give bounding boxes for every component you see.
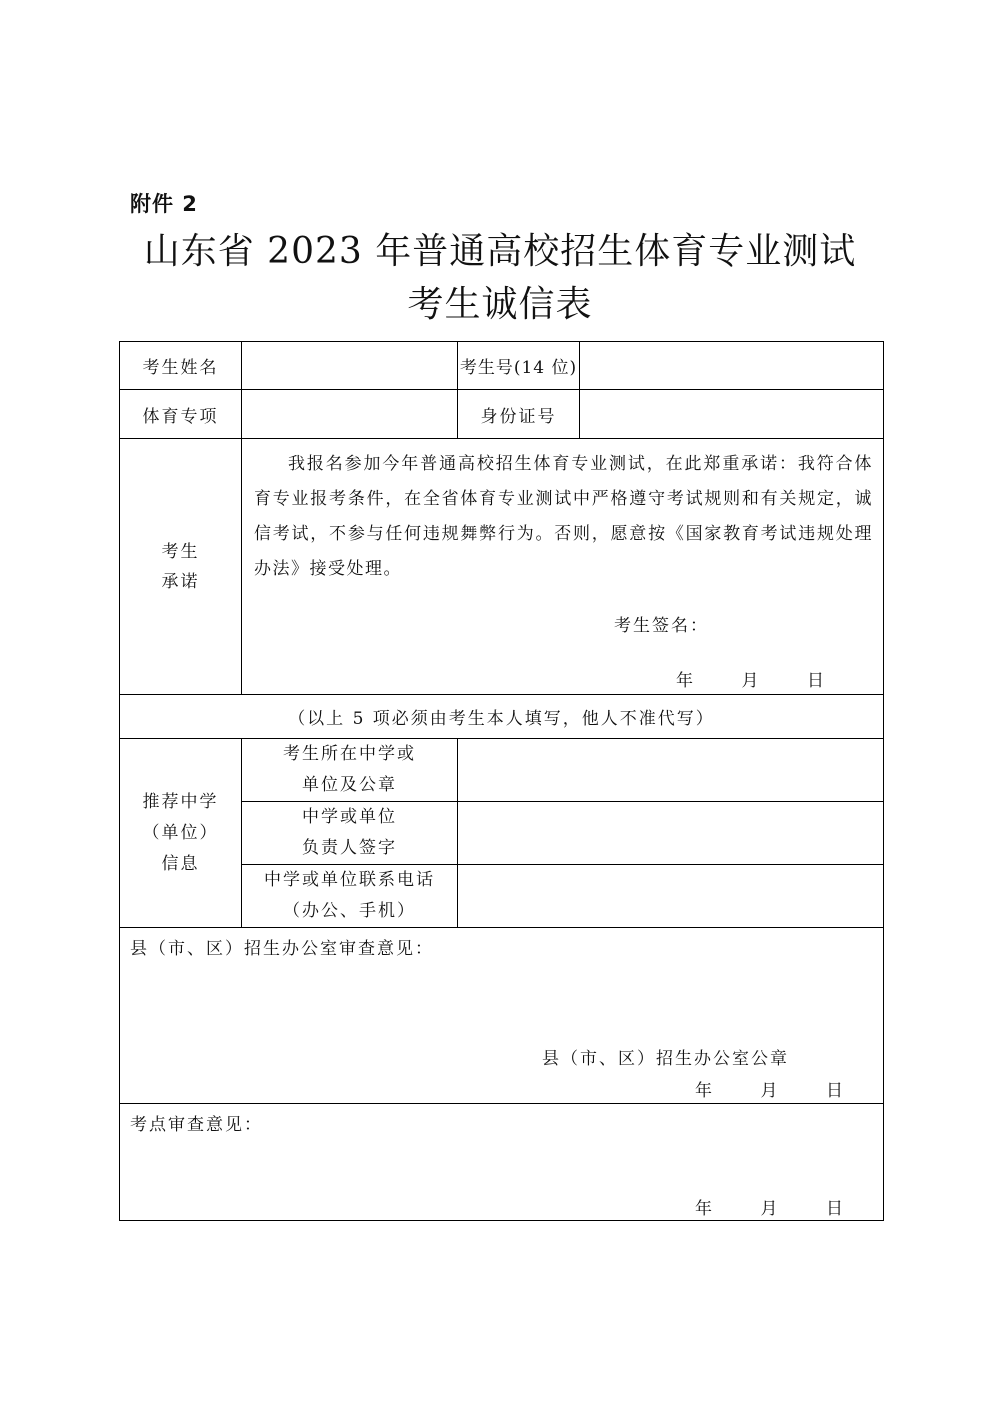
pledge-date xyxy=(676,666,826,691)
id-number-field[interactable] xyxy=(580,390,884,439)
row-pledge xyxy=(120,439,884,695)
sport-field[interactable] xyxy=(242,390,458,439)
school-seal-label-line2: 单位及公章 xyxy=(302,775,397,795)
county-review-cell[interactable] xyxy=(120,928,884,1104)
date-month-label: 月 xyxy=(741,671,761,691)
exam-site-review-label: 考点审查意见： xyxy=(130,1115,263,1135)
sport-label: 体育专项 xyxy=(120,390,242,439)
leader-sign-field[interactable] xyxy=(458,802,884,865)
school-section-label xyxy=(120,739,242,928)
school-seal-label-line1: 考生所在中学或 xyxy=(283,744,416,764)
phone-field[interactable] xyxy=(458,865,884,928)
attachment-label: 附件 2 xyxy=(130,192,198,216)
id-number-label: 身份证号 xyxy=(458,390,580,439)
exam-site-review-cell[interactable] xyxy=(120,1104,884,1221)
school-seal-field[interactable] xyxy=(458,739,884,802)
name-label: 考生姓名 xyxy=(120,342,242,390)
phone-label xyxy=(242,865,458,928)
date-day-label: 日 xyxy=(826,1199,845,1219)
date-month-label: 月 xyxy=(760,1199,780,1219)
leader-sign-label-line1: 中学或单位 xyxy=(302,807,397,827)
pledge-cell xyxy=(242,439,884,695)
phone-label-line1: 中学或单位联系电话 xyxy=(264,870,435,890)
row-name xyxy=(120,342,884,390)
school-seal-label xyxy=(242,739,458,802)
pledge-label-line1: 考生 xyxy=(161,541,200,562)
date-year-label: 年 xyxy=(695,1081,714,1101)
pledge-text: 我报名参加今年普通高校招生体育专业测试，在此郑重承诺：我符合体育专业报考条件，在全省体育专业测试中严格遵守考试规则和有关规定，诚信考试，不参与任何违规舞弊行为。否则，愿意按《国家教育考试违规处理办法》接受处理。 xyxy=(254,454,873,579)
leader-sign-label-line2: 负责人签字 xyxy=(302,838,397,858)
exam-number-label: 考生号(14 位) xyxy=(458,342,580,390)
phone-label-line2: （办公、手机） xyxy=(283,901,416,921)
row-school-seal xyxy=(120,739,884,802)
pledge-label-line2: 承诺 xyxy=(161,571,200,592)
county-seal-label: 县（市、区）招生办公室公章 xyxy=(542,1049,789,1069)
signature-label: 考生签名： xyxy=(614,616,709,636)
exam-number-field[interactable] xyxy=(580,342,884,390)
date-year-label: 年 xyxy=(695,1199,714,1219)
school-section-line2: （单位） xyxy=(142,822,219,843)
date-day-label: 日 xyxy=(807,671,826,691)
name-field[interactable] xyxy=(242,342,458,390)
school-section-line3: 信息 xyxy=(161,853,200,874)
document-title-line1: 山东省 2023 年普通高校招生体育专业测试 xyxy=(143,231,857,272)
document-title-line2: 考生诚信表 xyxy=(407,284,593,325)
date-day-label: 日 xyxy=(826,1081,845,1101)
integrity-form-table xyxy=(119,341,884,1221)
row-sport xyxy=(120,390,884,439)
county-review-date xyxy=(695,1076,845,1101)
row-exam-site-review xyxy=(120,1104,884,1221)
date-year-label: 年 xyxy=(676,671,695,691)
row-note xyxy=(120,695,884,739)
pledge-label xyxy=(120,439,242,695)
self-fill-note: （以上 5 项必须由考生本人填写，他人不准代写） xyxy=(120,695,884,739)
county-review-label: 县（市、区）招生办公室审查意见： xyxy=(130,939,434,959)
exam-site-review-date xyxy=(695,1194,845,1219)
date-month-label: 月 xyxy=(760,1081,780,1101)
row-county-review xyxy=(120,928,884,1104)
school-section-line1: 推荐中学 xyxy=(142,791,219,812)
leader-sign-label xyxy=(242,802,458,865)
